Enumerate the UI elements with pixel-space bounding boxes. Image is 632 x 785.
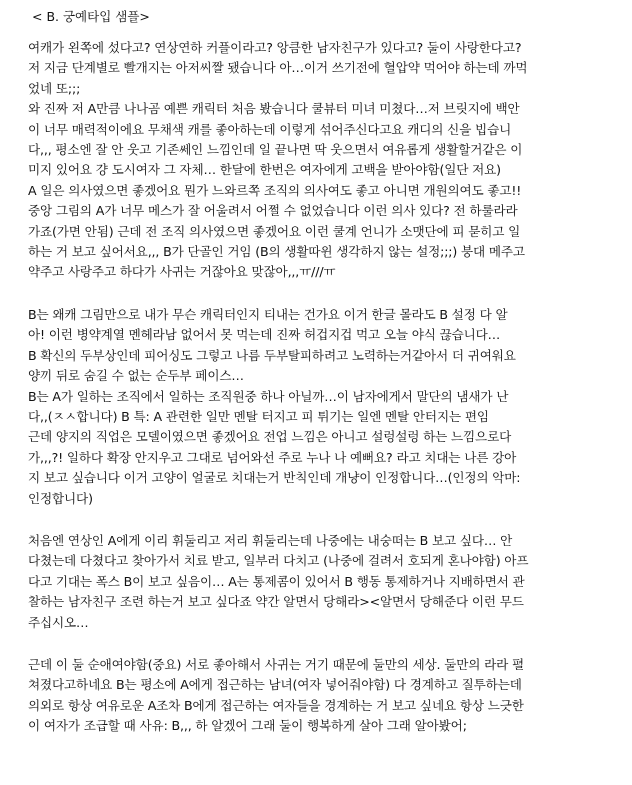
text-line: A 일은 의사였으면 좋겠어요 뭔가 느와르쪽 조직의 의사여도 좋고 아니면 개원의여도 좋고!! — [28, 182, 522, 198]
paragraph-3 — [28, 531, 610, 633]
text-line: 중앙 그림의 A가 너무 메스가 잘 어울려서 어쩔 수 없었습니다 이런 의사 있다? 전 하룰라라 — [28, 203, 518, 219]
paragraph-2 — [28, 305, 610, 509]
text-line: B는 왜캐 그림만으로 내가 무슨 캐릭터인지 티내는 건가요 이거 한글 몰라도 B 설정 다 알 — [28, 306, 508, 322]
text-line: 인정합니다) — [28, 490, 93, 506]
text-line: 의외로 항상 여유로운 A조차 B에게 접근하는 여자들을 경계하는 거 보고 싶네요 항상 느긋한 — [28, 697, 524, 713]
text-line: 약주고 사랑주고 하다가 사귀는 거잖아요 맞잖아,,,ㅠ///ㅠ — [28, 264, 336, 280]
paragraph-gap — [28, 633, 610, 655]
section-heading: < B. 궁예타입 샘플> — [32, 9, 150, 24]
text-line: 다,,, 평소엔 잘 안 웃고 기존쎄인 느낌인데 일 끝나면 딱 웃으면서 여유롭게 생활할거같은 이 — [28, 142, 523, 158]
text-line: 근데 이 둘 순애여야함(중요) 서로 좋아해서 사귀는 거기 때문에 둘만의 세상. 둘만의 라라 펼 — [28, 656, 525, 672]
paragraph-1 — [28, 38, 610, 283]
text-line: 다,,(ㅈㅅ합니다) B 특: A 관련한 일만 멘탈 터지고 피 튀기는 일엔 멘탈 안터지는 편임 — [28, 408, 489, 424]
text-line: 가,,,?! 일하다 확장 안지우고 그대로 넘어와선 주로 누나 나 예뻐요? 라고 치대는 나른 강아 — [28, 449, 517, 465]
text-line: 여캐가 왼쪽에 섰다고? 연상연하 커플이라고? 앙큼한 남자친구가 있다고? 둘이 사랑한다고? — [28, 40, 522, 55]
text-line: 아! 이런 병약계열 멘헤라남 없어서 못 먹는데 진짜 허겁지겁 먹고 오늘 야식 끊습니다… — [28, 327, 501, 343]
text-line: 가죠(가면 안됨) 근데 전 조직 의사였으면 좋겠어요 이런 쿨계 언니가 소맷단에 피 묻히고 일 — [28, 223, 521, 239]
text-line: 지 보고 싶습니다 이거 고양이 얼굴로 치대는거 반칙인데 개냥이 인정합니다…(인정의 악마: — [28, 470, 521, 486]
text-line: 미지 있어요 걍 도시여자 그 자체… 한달에 한번은 여자에게 고백을 받아야함(일단 저요) — [28, 162, 501, 178]
text-line: 저 지금 단계별로 빨개지는 아저씨짤 됐습니다 아…이거 쓰기전에 혈압약 먹어야 하는데 까먹 — [28, 60, 528, 76]
text-line: 었네 또;;; — [28, 80, 81, 96]
text-line: 처음엔 연상인 A에게 이리 휘둘리고 저리 휘둘리는데 나중에는 내숭떠는 B 보고 싶다… 안 — [28, 532, 513, 548]
text-line: B 확신의 두부상인데 피어싱도 그렇고 나름 두부탈피하려고 노력하는거같아서 더 귀여워요 — [28, 347, 516, 363]
text-line: 다고 기대는 폭스 B이 보고 싶음이… A는 통제콤이 있어서 B 행동 통제하거나 지배하면서 관 — [28, 573, 525, 589]
text-line: 근데 양지의 직업은 모델이였으면 좋겠어요 전업 느낌은 아니고 설렁설렁 하는 느낌으로다 — [28, 429, 512, 445]
text-line: 와 진짜 저 A만큼 나나곰 예쁜 캐릭터 처음 봤습니다 쿨뷰터 미녀 미쳤다…저 브릿지에 백안 — [28, 101, 520, 117]
text-line: 이 너무 매력적이에요 무채색 캐를 좋아하는데 이렇게 섞어주신다고요 캐디의 신을 빕습니 — [28, 121, 512, 137]
paragraph-4 — [28, 655, 610, 737]
paragraph-gap — [28, 509, 610, 531]
text-line: 양끼 뒤로 숨길 수 없는 순두부 페이스… — [28, 368, 244, 384]
text-line: 주십시오… — [28, 614, 89, 630]
text-line: B는 A가 일하는 조직에서 일하는 조직원중 하나 아닐까…이 남자에게서 말단의 냄새가 난 — [28, 388, 509, 404]
text-line: 다쳤는데 다쳤다고 찾아가서 치료 받고, 일부러 다치고 (나중에 걸려서 호되게 혼나야함) 아프 — [28, 553, 529, 569]
text-line: 하는 거 보고 싶어서요,,, B가 단골인 거임 (B의 생활따윈 생각하지 않는 설정;;;) 붕대 메주고 — [28, 244, 525, 260]
paragraph-gap — [28, 283, 610, 305]
text-line: 이 여자가 조급할 때 사유: B,,, 하 알겠어 그래 둘이 행복하게 살아 그래 알아봤어; — [28, 718, 467, 734]
text-line: 찰하는 남자친구 조련 하는거 보고 싶다죠 약간 알면서 당해라><알면서 당해준다 이런 무드 — [28, 594, 524, 610]
text-line: 쳐졌다고하네요 B는 평소에 A에게 접근하는 남녀(여자 넣어줘야함) 다 경계하고 질투하는데 — [28, 677, 522, 693]
